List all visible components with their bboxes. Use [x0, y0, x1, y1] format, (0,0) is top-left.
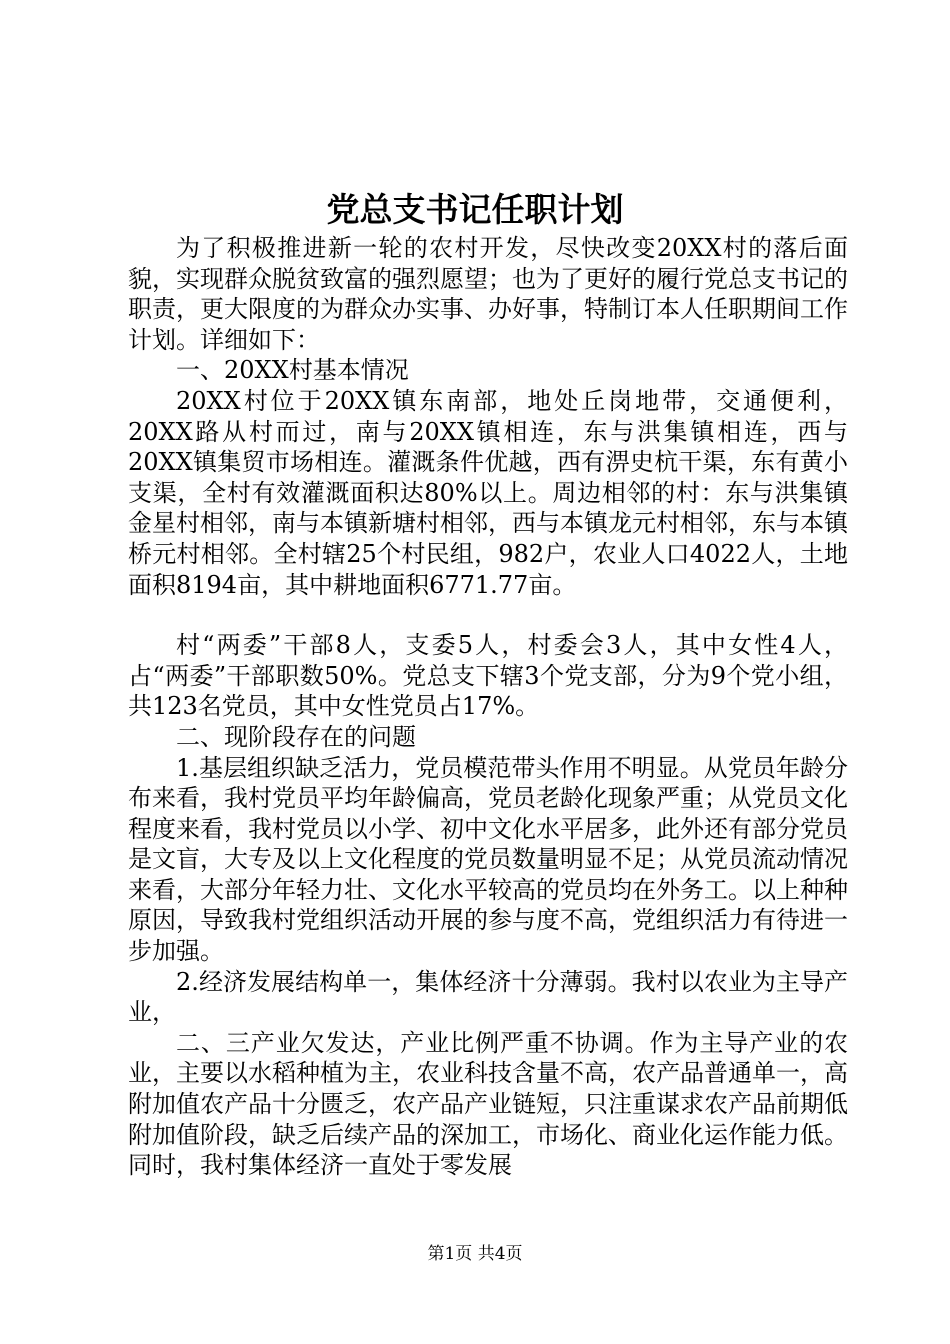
- paragraph-problem-2: 2.经济发展结构单一，集体经济十分薄弱。我村以农业为主导产业，: [128, 967, 848, 1027]
- section-heading-basic-info: 一、20XX村基本情况: [176, 356, 409, 385]
- paragraph-intro: 为了积极推进新一轮的农村开发，尽快改变20XX村的落后面貌，实现群众脱贫致富的强烈愿望；也为了更好的履行党总支书记的职责，更大限度的为群众办实事、办好事，特制订本人任职期间工作计划。详细如下：: [128, 234, 848, 354]
- document-title: 党总支书记任职计划: [326, 190, 624, 229]
- paragraph-problem-1: 1.基层组织缺乏活力，党员模范带头作用不明显。从党员年龄分布来看，我村党员平均年龄偏高，党员老龄化现象严重；从党员文化程度来看，我村党员以小学、初中文化水平居多，此外还有部分党员是文盲，大专及以上文化程度的党员数量明显不足；从党员流动情况来看，大部分年轻力壮、文化水平较高的党员均在外务工。以上种种原因，导致我村党组织活动开展的参与度不高，党组织活力有待进一步加强。: [128, 753, 848, 966]
- page-number-footer: 第1页 共4页: [427, 1244, 523, 1264]
- document-body: [128, 233, 848, 1181]
- paragraph-village-overview: 20XX村位于20XX镇东南部，地处丘岗地带，交通便利，20XX路从村而过，南与20XX镇相连，东与洪集镇相连，西与20XX镇集贸市场相连。灌溉条件优越，西有淠史杭干渠，东有黄小支渠，全村有效灌溉面积达80%以上。周边相邻的村：东与洪集镇金星村相邻，南与本镇新塘村相邻，西与本镇龙元村相邻，东与本镇桥元村相邻。全村辖25个村民组，982户，农业人口4022人，土地面积8194亩，其中耕地面积6771.77亩。: [128, 386, 848, 599]
- paragraph-industry: 二、三产业欠发达，产业比例严重不协调。作为主导产业的农业，主要以水稻种植为主，农业科技含量不高，农产品普通单一，高附加值农产品十分匮乏，农产品产业链短，只注重谋求农产品前期低附加值阶段，缺乏后续产品的深加工，市场化、商业化运作能力低。同时，我村集体经济一直处于零发展: [128, 1028, 848, 1180]
- section-heading-problems: 二、现阶段存在的问题: [176, 722, 416, 751]
- paragraph-village-cadres: 村“两委”干部8人，支委5人，村委会3人，其中女性4人，占“两委”干部职数50%。党总支下辖3个党支部，分为9个党小组，共123名党员，其中女性党员占17%。: [128, 631, 848, 721]
